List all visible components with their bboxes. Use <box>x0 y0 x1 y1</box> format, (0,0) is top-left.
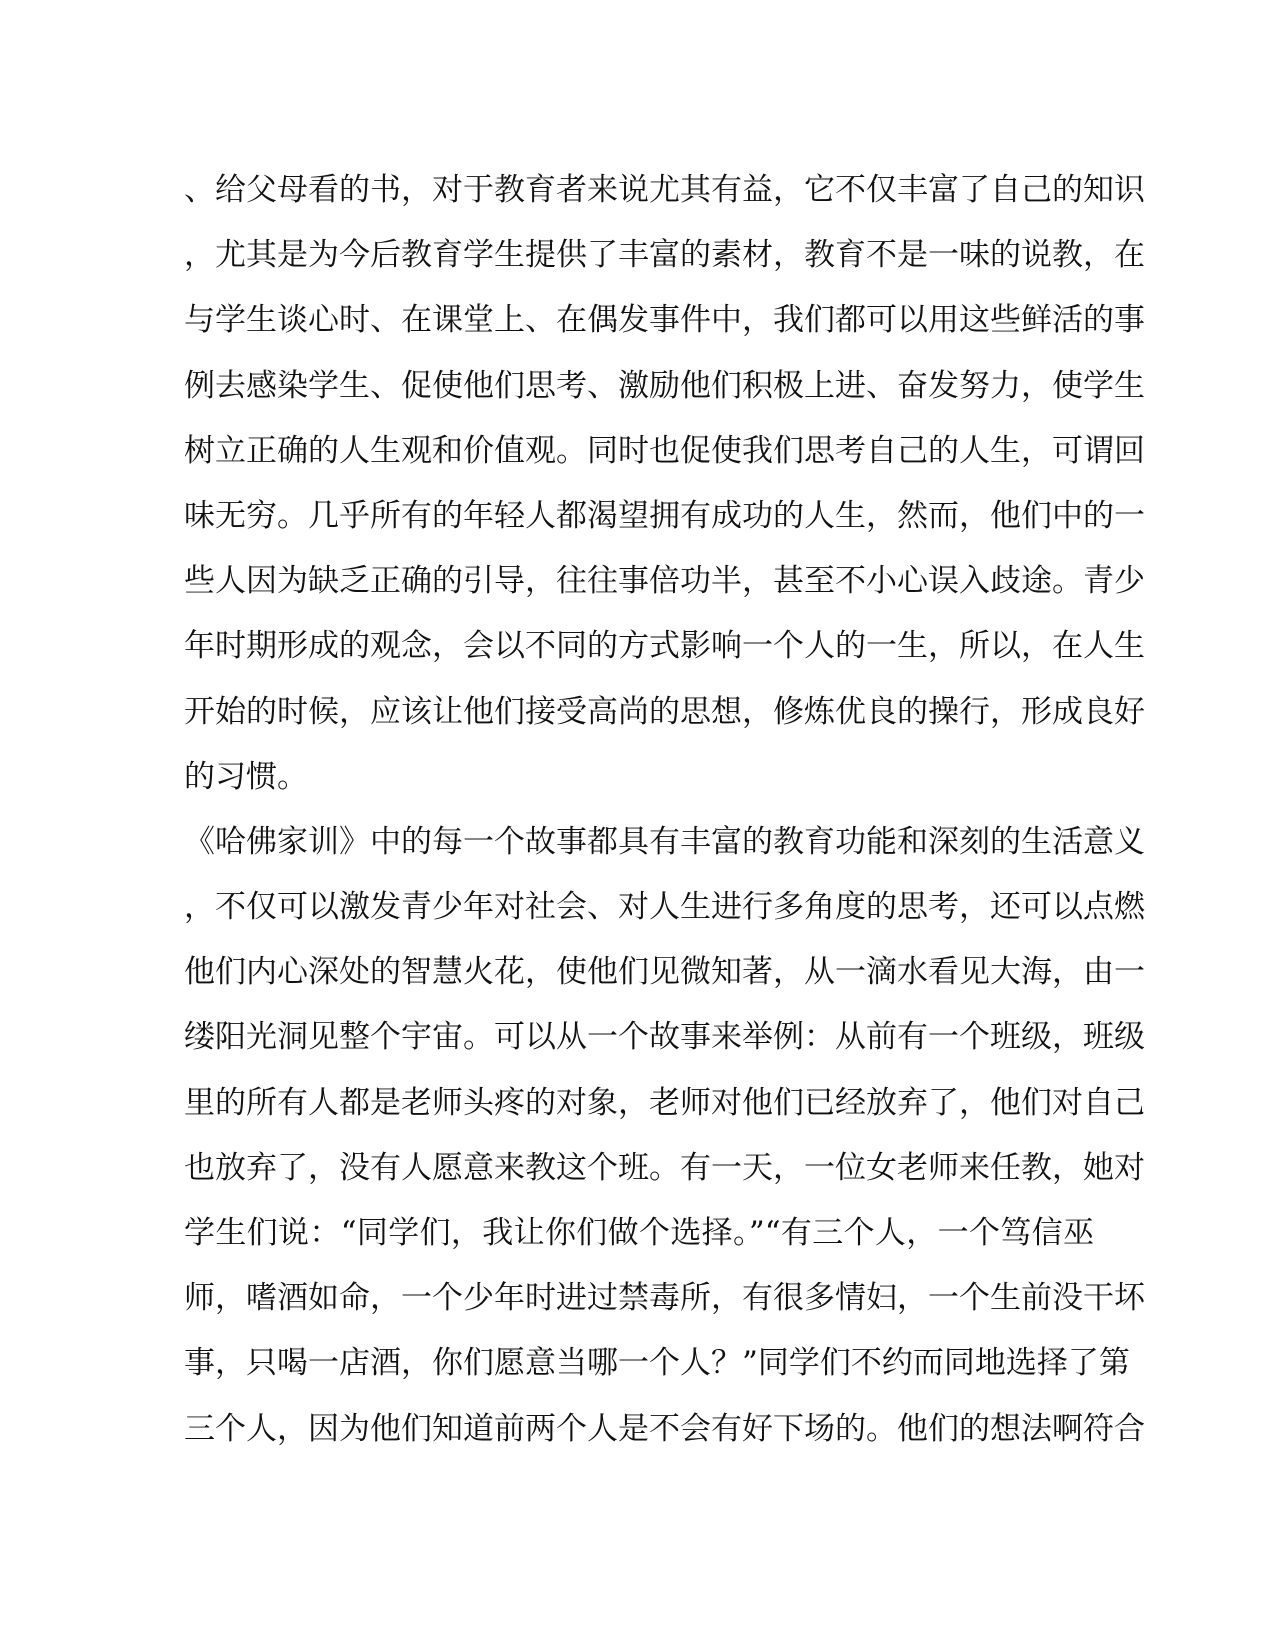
text-line: 开始的时候，应该让他们接受高尚的思想，修炼优良的操行，形成良好 <box>184 693 1145 730</box>
text-line: 他们内心深处的智慧火花，使他们见微知著，从一滴水看见大海，由一 <box>184 954 1145 991</box>
text-line: ，不仅可以激发青少年对社会、对人生进行多角度的思考，还可以点燃 <box>184 889 1145 926</box>
text-line: 年时期形成的观念，会以不同的方式影响一个人的一生，所以，在人生 <box>184 628 1145 665</box>
text-line: 《哈佛家训》中的每一个故事都具有丰富的教育功能和深刻的生活意义 <box>184 823 1145 860</box>
text-line: 里的所有人都是老师头疼的对象，老师对他们已经放弃了，他们对自己 <box>184 1084 1145 1121</box>
text-line: 、给父母看的书，对于教育者来说尤其有益，它不仅丰富了自己的知识 <box>184 172 1145 208</box>
paragraph-1 <box>184 158 1145 810</box>
text-line: 的习惯。 <box>184 758 308 795</box>
text-line: 与学生谈心时、在课堂上、在偶发事件中，我们都可以用这些鲜活的事 <box>184 302 1145 339</box>
paragraph-2 <box>184 810 1145 1462</box>
text-line: 学生们说：“同学们，我让你们做个选择。”“有三个人，一个笃信巫 <box>184 1215 1094 1251</box>
text-line: 味无穷。几乎所有的年轻人都渴望拥有成功的人生，然而，他们中的一 <box>184 497 1145 534</box>
text-line: ，尤其是为今后教育学生提供了丰富的素材，教育不是一味的说教，在 <box>184 237 1145 274</box>
body-text <box>184 158 1145 1462</box>
text-line: 例去感染学生、促使他们思考、激励他们积极上进、奋发努力，使学生 <box>184 367 1145 404</box>
text-line: 树立正确的人生观和价值观。同时也促使我们思考自己的人生，可谓回 <box>184 432 1145 469</box>
text-line: 些人因为缺乏正确的引导，往往事倍功半，甚至不小心误入歧途。青少 <box>184 563 1145 600</box>
text-line: 师，嗜酒如命，一个少年时进过禁毒所，有很多情妇，一个生前没干坏 <box>184 1280 1145 1317</box>
text-line: 三个人，因为他们知道前两个人是不会有好下场的。他们的想法啊符合 <box>184 1410 1145 1447</box>
text-line: 也放弃了，没有人愿意来教这个班。有一天，一位女老师来任教，她对 <box>184 1149 1145 1186</box>
text-line: 事，只喝一店酒，你们愿意当哪一个人？”同学们不约而同地选择了第 <box>184 1345 1130 1382</box>
text-line: 缕阳光洞见整个宇宙。可以从一个故事来举例：从前有一个班级，班级 <box>184 1019 1145 1056</box>
